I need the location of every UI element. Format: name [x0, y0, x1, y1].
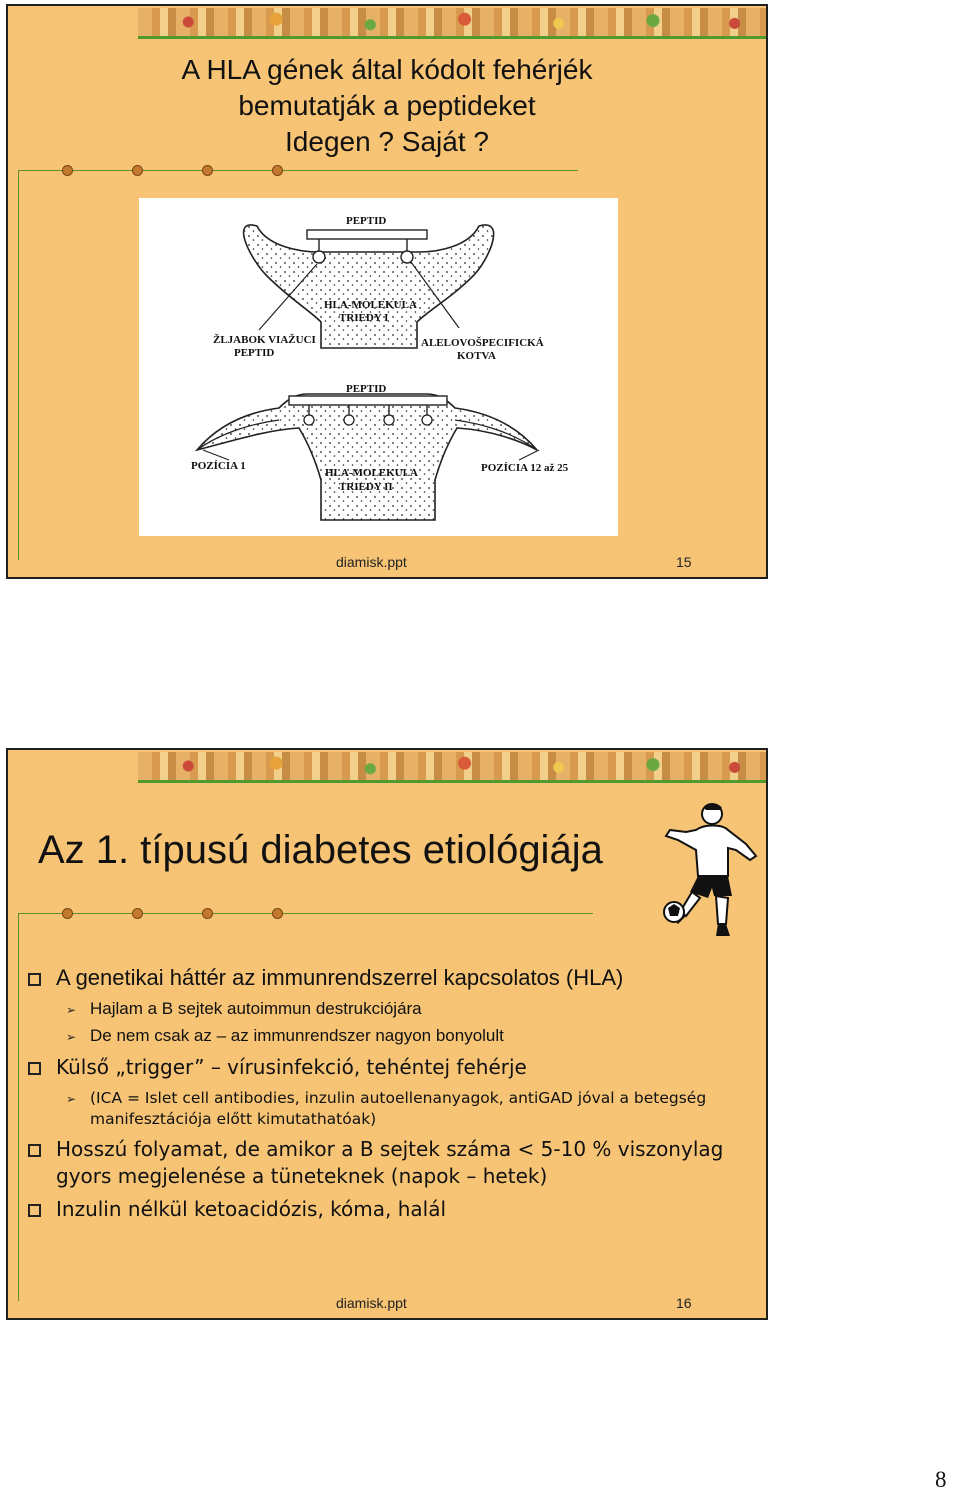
rule-dot: [272, 165, 283, 176]
square-bullet-icon: [28, 1144, 41, 1157]
list-item-text: (ICA = Islet cell antibodies, inzulin autoellenanyagok, antiGAD jóval a betegség manifesztációja előtt kimutathatóak): [90, 1089, 707, 1128]
hla-molecule-diagram: [139, 198, 618, 536]
list-item-text: Hajlam a B sejtek autoimmun destrukciójára: [90, 999, 422, 1018]
title-line: Idegen ? Saját ?: [285, 126, 489, 157]
list-item: [22, 965, 757, 993]
figure-label: PEPTID: [346, 383, 387, 395]
square-bullet-icon: [28, 1062, 41, 1075]
decorative-banner: [138, 8, 766, 36]
bullet-list: [22, 965, 757, 1223]
rule-dot: [202, 165, 213, 176]
slide-15: [6, 4, 768, 579]
figure-label: POZÍCIA 12 až 25: [481, 462, 569, 474]
rule-dot: [62, 165, 73, 176]
rule-dot: [132, 165, 143, 176]
slide-title: Az 1. típusú diabetes etiológiája: [38, 828, 603, 872]
figure-label: HLA-MOLEKULA: [324, 299, 417, 311]
list-item-text: Külső „trigger” – vírusinfekció, tehéntej fehérje: [56, 1055, 527, 1079]
list-item: [22, 1136, 757, 1190]
figure-label: KOTVA: [457, 350, 496, 362]
list-item: [22, 1024, 757, 1048]
figure-label: TRIEDY II: [339, 481, 393, 493]
soccer-player-clipart: [656, 800, 760, 940]
title-underline: [18, 170, 578, 171]
arrow-bullet-icon: ➢: [66, 1092, 77, 1106]
figure-label: HLA-MOLEKULA: [325, 467, 418, 479]
title-underline: [18, 913, 593, 914]
square-bullet-icon: [28, 973, 41, 986]
figure-label: POZÍCIA 1: [191, 460, 246, 472]
list-item-text: A genetikai háttér az immunrendszerrel kapcsolatos (HLA): [56, 965, 624, 990]
list-item-text: Hosszú folyamat, de amikor a B sejtek száma < 5-10 % viszonylag gyors megjelenése a tüneteknek (napok – hetek): [56, 1137, 724, 1188]
slide-number: 16: [676, 1295, 692, 1311]
figure-label: PEPTID: [234, 347, 275, 359]
figure-label: ŽLJABOK VIAŽUCI: [213, 334, 316, 346]
arrow-bullet-icon: ➢: [66, 1030, 77, 1044]
left-rule: [18, 913, 19, 1301]
list-item: [22, 997, 757, 1021]
footer-source: diamisk.ppt: [336, 1295, 407, 1311]
rule-dot: [62, 908, 73, 919]
figure-label: TRIEDY I: [339, 312, 389, 324]
slide-number: 15: [676, 554, 692, 570]
decorative-banner: [138, 752, 766, 780]
title-line: A HLA gének által kódolt fehérjék: [181, 54, 593, 85]
slide-title: [8, 52, 766, 160]
footer-source: diamisk.ppt: [336, 554, 407, 570]
list-item: [22, 1088, 757, 1130]
slide-16: [6, 748, 768, 1320]
rule-dot: [202, 908, 213, 919]
list-item-text: Inzulin nélkül ketoacidózis, kóma, halál: [56, 1197, 447, 1221]
rule-dot: [132, 908, 143, 919]
figure-label: ALELOVOŠPECIFICKÁ: [421, 337, 544, 349]
title-line: bemutatják a peptideket: [238, 90, 536, 121]
left-rule: [18, 170, 19, 560]
rule-dot: [272, 908, 283, 919]
arrow-bullet-icon: ➢: [66, 1003, 77, 1017]
list-item-text: De nem csak az – az immunrendszer nagyon bonyolult: [90, 1026, 504, 1045]
page-number: 8: [935, 1467, 947, 1492]
list-item: [22, 1196, 757, 1223]
square-bullet-icon: [28, 1204, 41, 1217]
figure-label: PEPTID: [346, 215, 387, 227]
list-item: [22, 1054, 757, 1080]
